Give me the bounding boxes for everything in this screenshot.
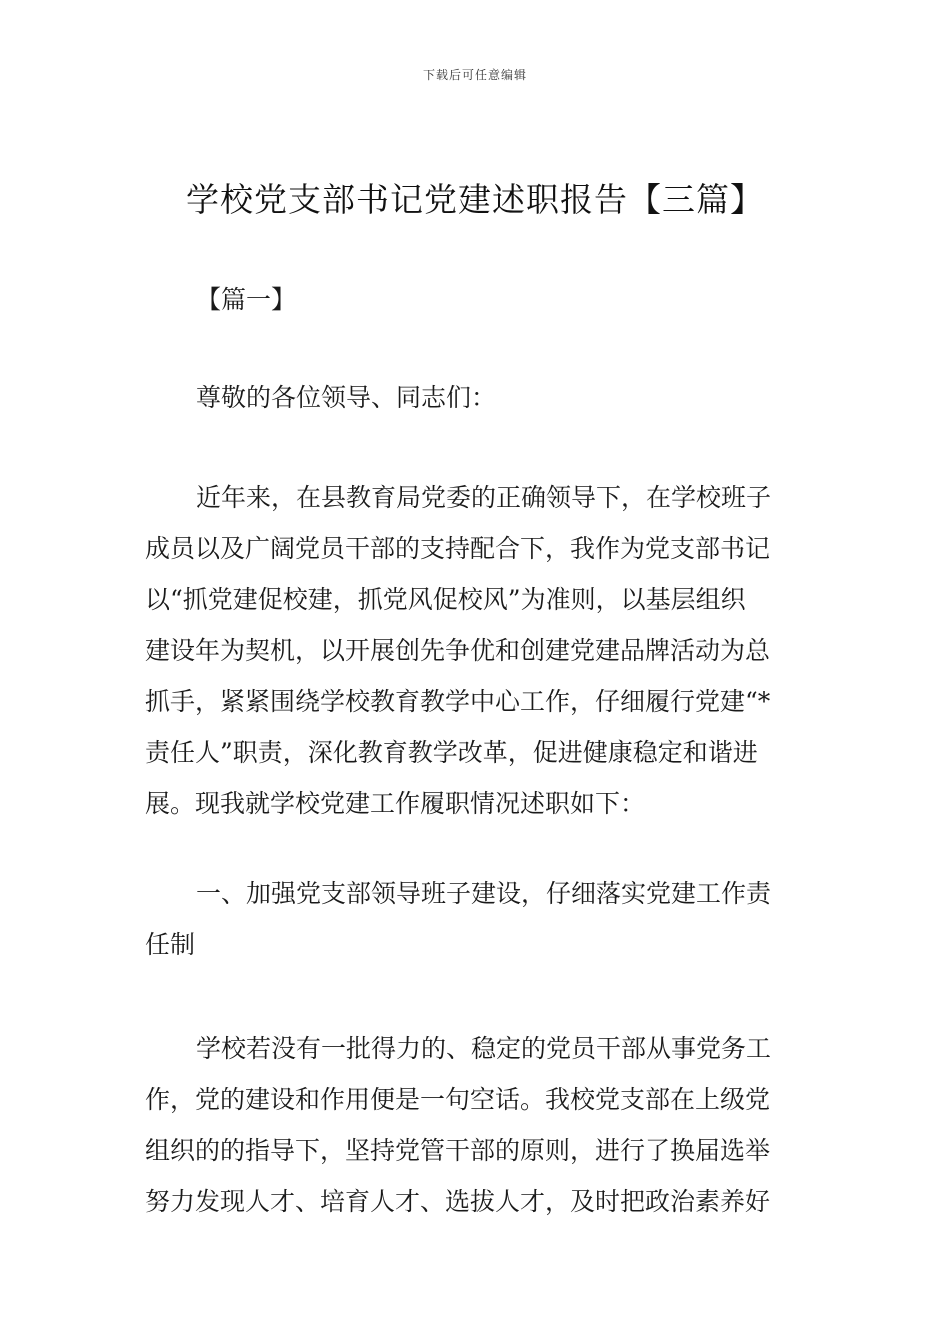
paragraph-line: 一、加强党支部领导班子建设，仔细落实党建工作责: [196, 879, 772, 908]
section-label: 【篇一】: [196, 285, 297, 314]
document-title: 学校党支部书记党建述职报告【三篇】: [186, 180, 764, 219]
paragraph-line: 抓手，紧紧围绕学校教育教学中心工作，仔细履行党建“*: [145, 687, 771, 716]
body-paragraph: [145, 472, 815, 829]
body-paragraph: [145, 1023, 815, 1227]
paragraph-line: 组织的的指导下，坚持党管干部的原则，进行了换届选举: [145, 1136, 771, 1165]
paragraph-line: 任制: [145, 930, 196, 959]
header-note: 下载后可任意编辑: [422, 68, 527, 82]
paragraph-line: 作，党的建设和作用便是一句空话。我校党支部在上级党: [145, 1085, 771, 1114]
paragraph-line: 责任人”职责，深化教育教学改革，促进健康稳定和谐进: [145, 738, 758, 767]
paragraph-line: 学校若没有一批得力的、稳定的党员干部从事党务工: [196, 1034, 772, 1063]
paragraph-line: 以“抓党建促校建，抓党风促校风”为准则，以基层组织: [145, 585, 746, 614]
salutation: 尊敬的各位领导、同志们：: [196, 383, 497, 412]
section-heading-paragraph: [145, 868, 815, 970]
paragraph-line: 努力发现人才、培育人才、选拔人才，及时把政治素养好: [145, 1187, 771, 1216]
paragraph-line: 建设年为契机，以开展创先争优和创建党建品牌活动为总: [145, 636, 771, 665]
paragraph-line: 近年来，在县教育局党委的正确领导下，在学校班子: [196, 483, 772, 512]
paragraph-line: 展。现我就学校党建工作履职情况述职如下：: [145, 789, 646, 818]
paragraph-line: 成员以及广阔党员干部的支持配合下，我作为党支部书记: [145, 534, 771, 563]
